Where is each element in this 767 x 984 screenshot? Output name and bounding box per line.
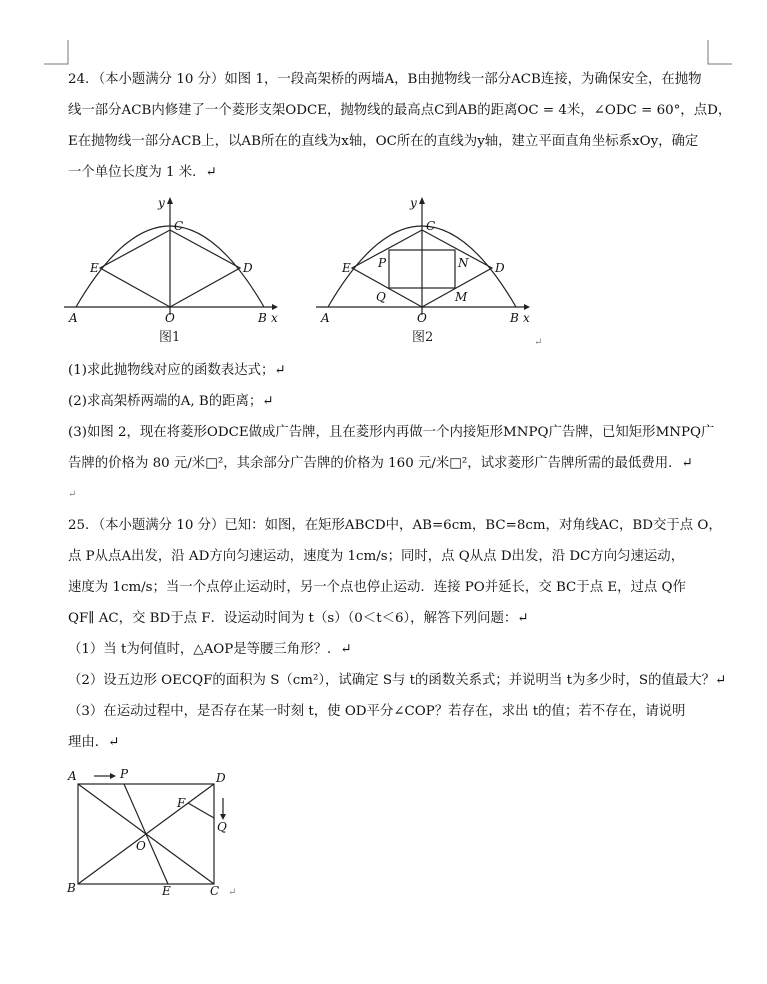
q24-sub-question-1: (1)求此抛物线对应的函数表达式；↵ bbox=[68, 363, 286, 378]
q25-sub-question-2: （2）设五边形 OECQF的面积为 S（cm²），试确定 S与 t的函数关系式；并说明当 t为多少时，S的值最大？↵ bbox=[68, 673, 727, 688]
fig2-label-p: P bbox=[378, 256, 387, 270]
q24-line-4: 一个单位长度为 1 米．↵ bbox=[68, 165, 217, 180]
fig3-label-q: Q bbox=[217, 820, 227, 834]
q24-figure-2 bbox=[312, 190, 552, 350]
fig2-label-o: O bbox=[417, 311, 427, 325]
fig2-label-q: Q bbox=[376, 290, 386, 304]
q25-line-2: 点 P从点A出发，沿 AD方向匀速运动，速度为 1cm/s；同时，点 Q从点 D出发，沿 DC方向匀速运动， bbox=[68, 549, 685, 564]
q24-sub-question-3-line-2: 告牌的价格为 80 元/米□²，其余部分广告牌的价格为 160 元/米□²，试求菱形广告牌所需的最低费用．↵ bbox=[68, 456, 693, 471]
q24-figure-1 bbox=[62, 190, 292, 350]
fig1-label-d: D bbox=[243, 261, 253, 275]
arrow-a-to-p-head bbox=[110, 773, 116, 779]
q24-line-1: 24．（本小题满分 10 分）如图 1，一段高架桥的两墙A，B由抛物线一部分ACB连接，为确保安全，在抛物 bbox=[68, 72, 702, 87]
fig2-label-n: N bbox=[458, 256, 469, 270]
fig2-label-e: E bbox=[342, 261, 351, 275]
fig3-label-a: A bbox=[68, 769, 77, 783]
fig2-paragraph-mark: ↵ bbox=[534, 337, 543, 348]
q25-sub-question-3-line-1: （3）在运动过程中，是否存在某一时刻 t，使 OD平分∠COP？若存在，求出 t的值；若不存在，请说明 bbox=[68, 704, 686, 719]
fig1-label-e: E bbox=[90, 261, 99, 275]
segment-pe bbox=[124, 784, 168, 884]
fig2-label-a: A bbox=[321, 311, 330, 325]
fig1-label-y: y bbox=[158, 196, 165, 210]
fig1-caption: 图1 bbox=[159, 330, 181, 345]
q25-figure bbox=[62, 764, 252, 899]
fig2-label-c: C bbox=[426, 219, 436, 233]
blank-paragraph-mark: ↵ bbox=[68, 489, 77, 500]
fig1-label-x: x bbox=[271, 311, 278, 325]
fig3-label-e: E bbox=[162, 884, 171, 898]
fig3-label-p: P bbox=[120, 767, 129, 781]
fig2-label-d: D bbox=[495, 261, 505, 275]
q24-line-2: 线一部分ACB内修建了一个菱形支架ODCE，抛物线的最高点C到AB的距离OC = 4米，∠ODC = 60°，点D， bbox=[68, 103, 732, 118]
q24-sub-question-2: (2)求高架桥两端的A, B的距离；↵ bbox=[68, 394, 274, 409]
fig1-label-o: O bbox=[165, 311, 175, 325]
fig2-label-m: M bbox=[455, 290, 468, 304]
q25-line-3: 速度为 1cm/s；当一个点停止运动时，另一个点也停止运动．连接 PO并延长，交 BC于点 E，过点 Q作 bbox=[68, 580, 686, 595]
q25-line-1: 25．（本小题满分 10 分）已知：如图，在矩形ABCD中，AB=6cm，BC=8cm，对角线AC，BD交于点 O， bbox=[68, 518, 722, 533]
q24-line-3: E在抛物线一部分ACB上，以AB所在的直线为x轴，OC所在的直线为y轴，建立平面直角坐标系xOy，确定 bbox=[68, 134, 699, 149]
q24-sub-question-3-line-1: (3)如图 2，现在将菱形ODCE做成广告牌，且在菱形内再做一个内接矩形MNPQ广告牌，已知矩形MNPQ广 bbox=[68, 425, 715, 440]
fig3-label-o: O bbox=[136, 839, 146, 853]
fig3-label-b: B bbox=[67, 881, 76, 895]
q25-sub-question-3-line-2: 理由．↵ bbox=[68, 735, 120, 750]
fig2-caption: 图2 bbox=[412, 330, 434, 345]
fig2-label-b: B bbox=[510, 311, 519, 325]
fig2-label-y: y bbox=[410, 196, 417, 210]
q25-sub-question-1: （1）当 t为何值时，△AOP是等腰三角形？．↵ bbox=[68, 642, 352, 657]
fig3-label-d: D bbox=[216, 771, 226, 785]
fig1-label-a: A bbox=[69, 311, 78, 325]
top-right-corner-mark bbox=[706, 40, 732, 66]
fig1-label-b: B bbox=[258, 311, 267, 325]
top-left-corner-mark bbox=[44, 40, 70, 66]
fig3-label-f: F bbox=[177, 796, 186, 810]
fig3-paragraph-mark: ↵ bbox=[228, 887, 237, 898]
fig1-label-c: C bbox=[174, 219, 184, 233]
fig2-label-x: x bbox=[523, 311, 530, 325]
fig3-label-c: C bbox=[210, 884, 220, 898]
segment-qf bbox=[188, 803, 214, 818]
q25-line-4: QF∥ AC，交 BD于点 F．设运动时间为 t（s）（0＜t＜6），解答下列问题：↵ bbox=[68, 611, 529, 626]
